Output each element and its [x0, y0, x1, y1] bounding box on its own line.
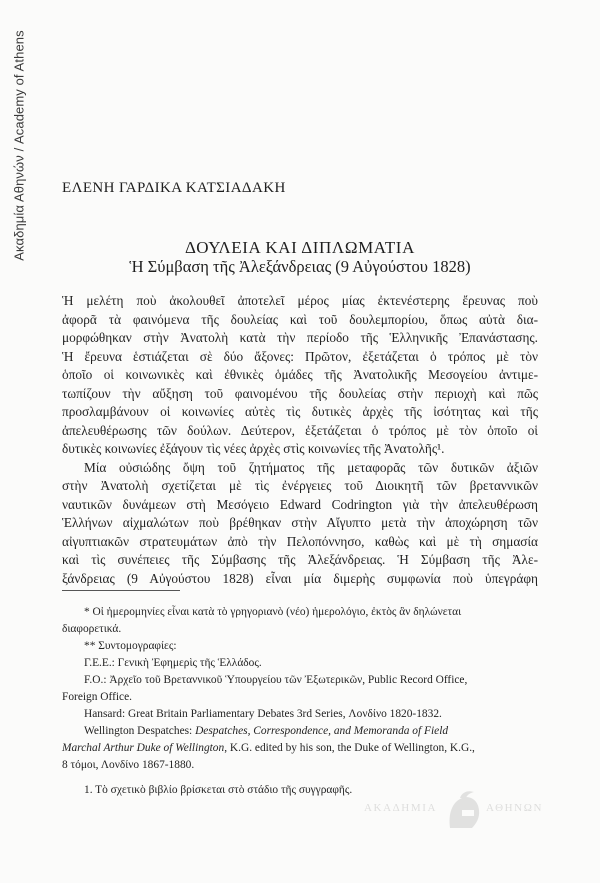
body-text: [62, 292, 538, 588]
body-line: τωπίζουν τὴν αὔξηση τοῦ φαινομένου τῆς δουλείας στὴν περιοχὴ καὶ πῶς: [62, 385, 538, 401]
body-line: στὴν Ἀνατολὴ σχετίζεται μὲ τὶς ἐνέργειες τοῦ Διοικητῆ τῶν βρεταννικῶν: [62, 478, 538, 493]
footnote-wellington-3: 8 τόμοι, Λονδίνο 1867-1880.: [62, 759, 195, 771]
author-name: ΕΛΕΝΗ ΓΑΡΔΙΚΑ ΚΑΤΣΙΑΔΑΚΗ: [62, 180, 286, 196]
footnote-hansard: Hansard: Great Britain Parliamentary Debates 3rd Series, Λονδίνο 1820-1832.: [84, 708, 442, 720]
body-line: ναυτικῶν δυνάμεων στὴ Μεσόγειο Edward Codrington γιὰ τὴν ἀπελευθέρωση: [62, 496, 538, 512]
body-line: δυτικὲς κοινωνίες ἐξάγουν τὶς νέες ἀρχὲς στὶς κοινωνίες τῆς Ἀνατολῆς¹.: [62, 441, 445, 456]
footnote-separator: [62, 590, 180, 591]
footnotes: [62, 604, 538, 799]
footnote-fo: F.O.: Ἀρχεῖο τοῦ Βρεταννικοῦ Ὑπουργείου τῶν Ἐξωτερικῶν, Public Record Office,: [84, 674, 468, 686]
body-line: καὶ τὶς συνέπειες τῆς Σύμβασης τῆς Ἀλεξάνδρειας. Ἡ Σύμβαση τῆς Ἀλε-: [62, 552, 538, 567]
body-line: ὁποῖο οἱ κοινωνικὲς καὶ ἐθνικὲς ὁμάδες τῆς Ἀνατολικῆς Μεσογείου ἀντιμε-: [62, 367, 538, 382]
side-label-text: Ακαδημία Αθηνών / Academy of Athens: [11, 29, 27, 261]
body-line: Μία οὐσιώδης ὄψη τοῦ ζητήματος τῆς μεταφορᾶς τῶν δυτικῶν ἀξιῶν: [84, 459, 538, 475]
body-line: Ἡ ἔρευνα ἑστιάζεται σὲ δύο ἄξονες: Πρῶτον, ἐξετάζεται ὁ τρόπος μὲ τὸν: [62, 348, 538, 364]
article-title: ΔΟΥΛΕΙΑ ΚΑΙ ΔΙΠΛΩΜΑΤΙΑ: [185, 238, 415, 257]
footnote-wellington-2: [62, 740, 538, 757]
footnote-dates-cont: διαφορετικά.: [62, 623, 122, 635]
body-line: μορφώθηκαν στὴν Ἀνατολὴ κατὰ τὴν περίοδο τῆς Ἑλληνικῆς Ἐπανάστασης.: [62, 330, 538, 345]
watermark-left-text: ΑΚΑΔΗΜΙΑ: [364, 802, 438, 814]
body-line: αἰγυπτιακῶν στρατευμάτων ἀπὸ τὴν Πελοπόννησο, καθὼς καὶ μὲ τὴ σημασία: [62, 533, 538, 549]
body-line: ἀφορᾶ τὰ φαινόμενα τῆς δουλείας καὶ τοῦ δουλεμπορίου, ὅπως αὐτὰ δια-: [62, 311, 538, 327]
footnote-abbreviations-heading: ** Συντομογραφίες:: [84, 640, 177, 652]
footnote-wellington-1: [62, 723, 538, 740]
article-subtitle: Ἡ Σύμβαση τῆς Ἀλεξάνδρειας (9 Αὐγούστου 1828): [129, 257, 471, 276]
footnote-1: 1. Τὸ σχετικὸ βιβλίο βρίσκεται στὸ στάδιο τῆς συγγραφῆς.: [84, 784, 353, 796]
body-line: Ἡ μελέτη ποὺ ἀκολουθεῖ ἀποτελεῖ μέρος μίας ἐκτενέστερης ἔρευνας ποὺ: [62, 293, 538, 308]
footnote-gee: Γ.Ε.Ε.: Γενικὴ Ἐφημερὶς τῆς Ἑλλάδος.: [84, 657, 262, 669]
body-line: ξάνδρειας (9 Αὐγούστου 1828) εἶναι μία διμερὴς συμφωνία ποὺ ὑπεγράφη: [62, 570, 538, 586]
body-line: Ἑλλήνων αἰχμαλώτων ποὺ βρέθηκαν στὴν Αἴγυπτο μετὰ τὴν ἀποχώρηση τῶν: [62, 515, 538, 530]
wellington-title-part1: Despatches, Correspondence, and Memoranda of Field: [195, 725, 449, 737]
athena-helmet-icon: [442, 788, 484, 834]
wellington-title-part2: Marchal Arthur Duke of Wellington: [62, 742, 225, 754]
archive-side-label: [8, 29, 30, 261]
wellington-editor: , K.G. edited by his son, the Duke of Wellington, K.G.,: [224, 742, 475, 754]
academy-watermark: [360, 788, 560, 848]
footnote-fo-cont: Foreign Office.: [62, 691, 133, 703]
watermark-right-text: ΑΘΗΝΩΝ: [486, 802, 544, 814]
body-line: προσλαμβάνουν οἱ κοινωνίες αὐτὲς τὶς δυτικὲς ἀρχὲς τῆς ἰσότητας καὶ τῆς: [62, 404, 538, 419]
footnote-dates: * Οἱ ἡμερομηνίες εἶναι κατὰ τὸ γρηγοριανὸ (νέο) ἡμερολόγιο, ἐκτὸς ἂν δηλώνεται: [84, 606, 462, 618]
body-line: ἀπελευθέρωσης τῶν δούλων. Δεύτερον, ἐξετάζεται ὁ τρόπος μὲ τὸν ὁποῖο οἱ: [62, 422, 538, 438]
wellington-label: Wellington Despatches:: [84, 725, 196, 737]
